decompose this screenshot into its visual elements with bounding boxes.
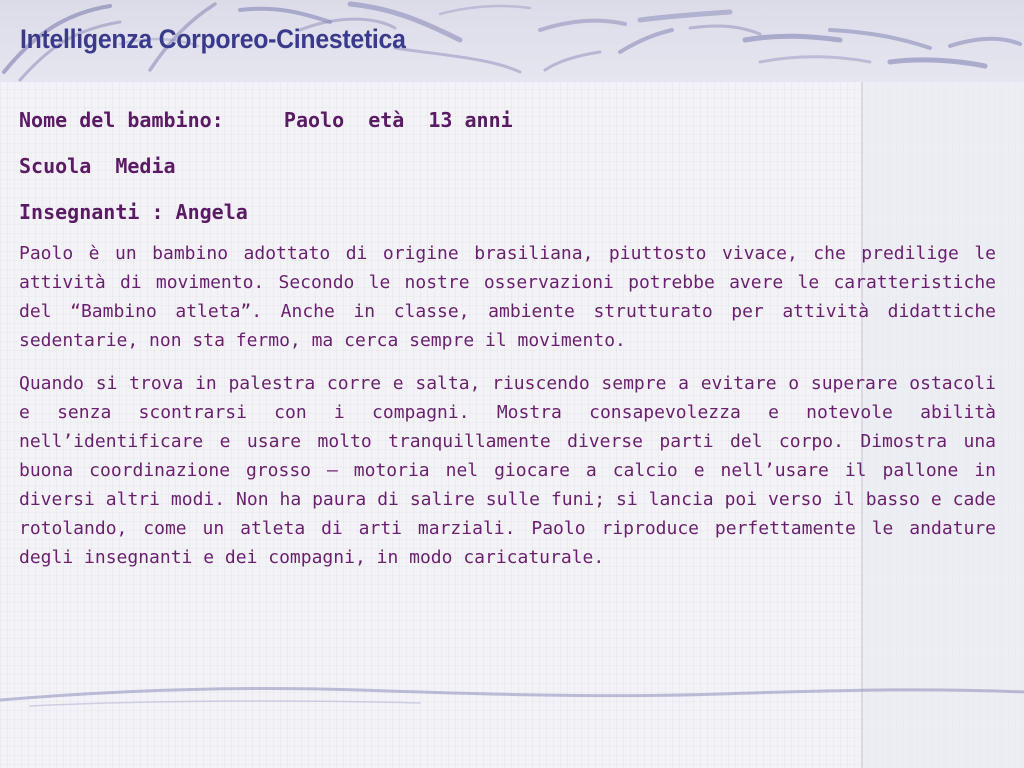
teachers-line: Insegnanti : Angela xyxy=(19,200,248,224)
slide-content xyxy=(19,110,996,586)
slide-title: Intelligenza Corporeo-Cinestetica xyxy=(20,24,406,54)
gym-observation-paragraph: Quando si trova in palestra corre e salta, riuscendo sempre a evitare o superare ostacoli e senza scontrarsi con i compagni. Mostra consapevolezza e notevole abilità nell’identificare e usare molto tranquillamente diverse parti del corpo. Dimostra una buona coordinazione grosso – motoria nel giocare a calcio e nell’usare il pallone in diversi altri modi. Non ha paura di salire sulle funi; si lancia poi verso il basso e cade rotolando, come un atleta di arti marziali. Paolo riproduce perfettamente le andature degli insegnanti e dei compagni, in modo caricaturale. xyxy=(19,373,996,568)
child-name-line: Nome del bambino: Paolo età 13 anni xyxy=(19,108,513,132)
description-paragraph: Paolo è un bambino adottato di origine brasiliana, piuttosto vivace, che predilige le attività di movimento. Secondo le nostre osservazioni potrebbe avere le caratteristiche del “Bambino atleta”. Anche in classe, ambiente strutturato per attività didattiche sedentarie, non sta fermo, ma cerca sempre il movimento. xyxy=(19,243,996,351)
school-line: Scuola Media xyxy=(19,154,176,178)
